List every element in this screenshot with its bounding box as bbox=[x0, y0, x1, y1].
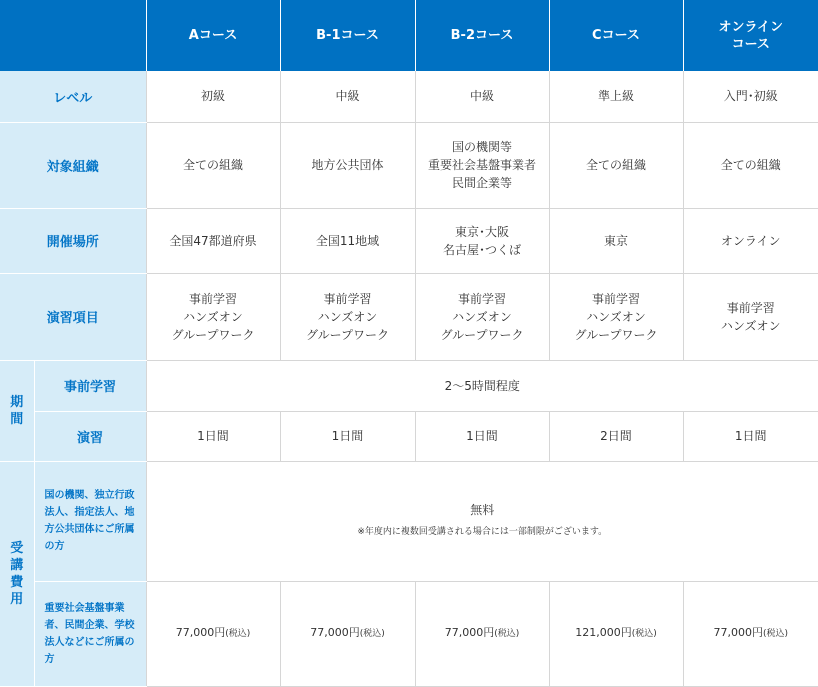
prestudy-row bbox=[0, 360, 818, 411]
target-row bbox=[0, 122, 818, 208]
price-value: 77,000円 bbox=[445, 626, 495, 639]
venue-row bbox=[0, 208, 818, 273]
header-row bbox=[0, 0, 818, 71]
price-value: 121,000円 bbox=[575, 626, 632, 639]
exercise-cell: 2日間 bbox=[549, 411, 683, 461]
row-label-items: 演習項目 bbox=[0, 273, 146, 360]
price-value: 77,000円 bbox=[713, 626, 763, 639]
items-cell: 事前学習 ハンズオン グループワーク bbox=[280, 273, 415, 360]
level-cell: 初級 bbox=[146, 71, 280, 122]
items-cell: 事前学習 ハンズオン グループワーク bbox=[549, 273, 683, 360]
exercise-cell: 1日間 bbox=[280, 411, 415, 461]
fee-private-cell bbox=[280, 581, 415, 686]
target-cell: 地方公共団体 bbox=[280, 122, 415, 208]
row-label-level: レベル bbox=[0, 71, 146, 122]
header-corner bbox=[0, 0, 146, 71]
row-label-fee-gov: 国の機関、独立行政法人、指定法人、地方公共団体にご所属の方 bbox=[34, 461, 146, 581]
items-cell: 事前学習 ハンズオン グループワーク bbox=[146, 273, 280, 360]
tax-note: (税込) bbox=[225, 629, 250, 639]
fee-gov-row bbox=[0, 461, 818, 581]
fee-private-cell bbox=[146, 581, 280, 686]
column-header-online: オンライン コース bbox=[683, 0, 818, 71]
items-cell: 事前学習 ハンズオン bbox=[683, 273, 818, 360]
items-row bbox=[0, 273, 818, 360]
level-cell: 中級 bbox=[415, 71, 549, 122]
exercise-cell: 1日間 bbox=[146, 411, 280, 461]
target-cell: 国の機関等 重要社会基盤事業者 民間企業等 bbox=[415, 122, 549, 208]
venue-cell: 全国47都道府県 bbox=[146, 208, 280, 273]
row-label-fee-private: 重要社会基盤事業者、民間企業、学校法人などにご所属の方 bbox=[34, 581, 146, 686]
fee-gov-value: 無料 bbox=[147, 501, 818, 519]
tax-note: (税込) bbox=[360, 629, 385, 639]
row-label-exercise: 演習 bbox=[34, 411, 146, 461]
fee-gov-note: ※年度内に複数回受講される場合には一部制限がございます。 bbox=[147, 523, 818, 541]
column-header-b1: B-1コース bbox=[280, 0, 415, 71]
row-label-venue: 開催場所 bbox=[0, 208, 146, 273]
fee-private-cell bbox=[549, 581, 683, 686]
tax-note: (税込) bbox=[494, 629, 519, 639]
fee-private-cell bbox=[415, 581, 549, 686]
fee-gov-cell bbox=[146, 461, 818, 581]
column-header-a: Aコース bbox=[146, 0, 280, 71]
column-header-c: Cコース bbox=[549, 0, 683, 71]
row-label-target: 対象組織 bbox=[0, 122, 146, 208]
row-label-fee: 受 講 費 用 bbox=[0, 461, 34, 686]
exercise-row bbox=[0, 411, 818, 461]
venue-cell: 東京 bbox=[549, 208, 683, 273]
prestudy-cell: 2～5時間程度 bbox=[146, 360, 818, 411]
tax-note: (税込) bbox=[632, 629, 657, 639]
target-cell: 全ての組織 bbox=[146, 122, 280, 208]
target-cell: 全ての組織 bbox=[549, 122, 683, 208]
price-value: 77,000円 bbox=[176, 626, 226, 639]
fee-private-row bbox=[0, 581, 818, 686]
target-cell: 全ての組織 bbox=[683, 122, 818, 208]
venue-cell: 東京･大阪 名古屋･つくば bbox=[415, 208, 549, 273]
exercise-cell: 1日間 bbox=[415, 411, 549, 461]
level-row bbox=[0, 71, 818, 122]
row-label-period: 期 間 bbox=[0, 360, 34, 461]
venue-cell: 全国11地域 bbox=[280, 208, 415, 273]
exercise-cell: 1日間 bbox=[683, 411, 818, 461]
level-cell: 入門･初級 bbox=[683, 71, 818, 122]
column-header-b2: B-2コース bbox=[415, 0, 549, 71]
venue-cell: オンライン bbox=[683, 208, 818, 273]
level-cell: 中級 bbox=[280, 71, 415, 122]
price-value: 77,000円 bbox=[310, 626, 360, 639]
fee-private-cell bbox=[683, 581, 818, 686]
items-cell: 事前学習 ハンズオン グループワーク bbox=[415, 273, 549, 360]
level-cell: 準上級 bbox=[549, 71, 683, 122]
row-label-prestudy: 事前学習 bbox=[34, 360, 146, 411]
tax-note: (税込) bbox=[763, 629, 788, 639]
